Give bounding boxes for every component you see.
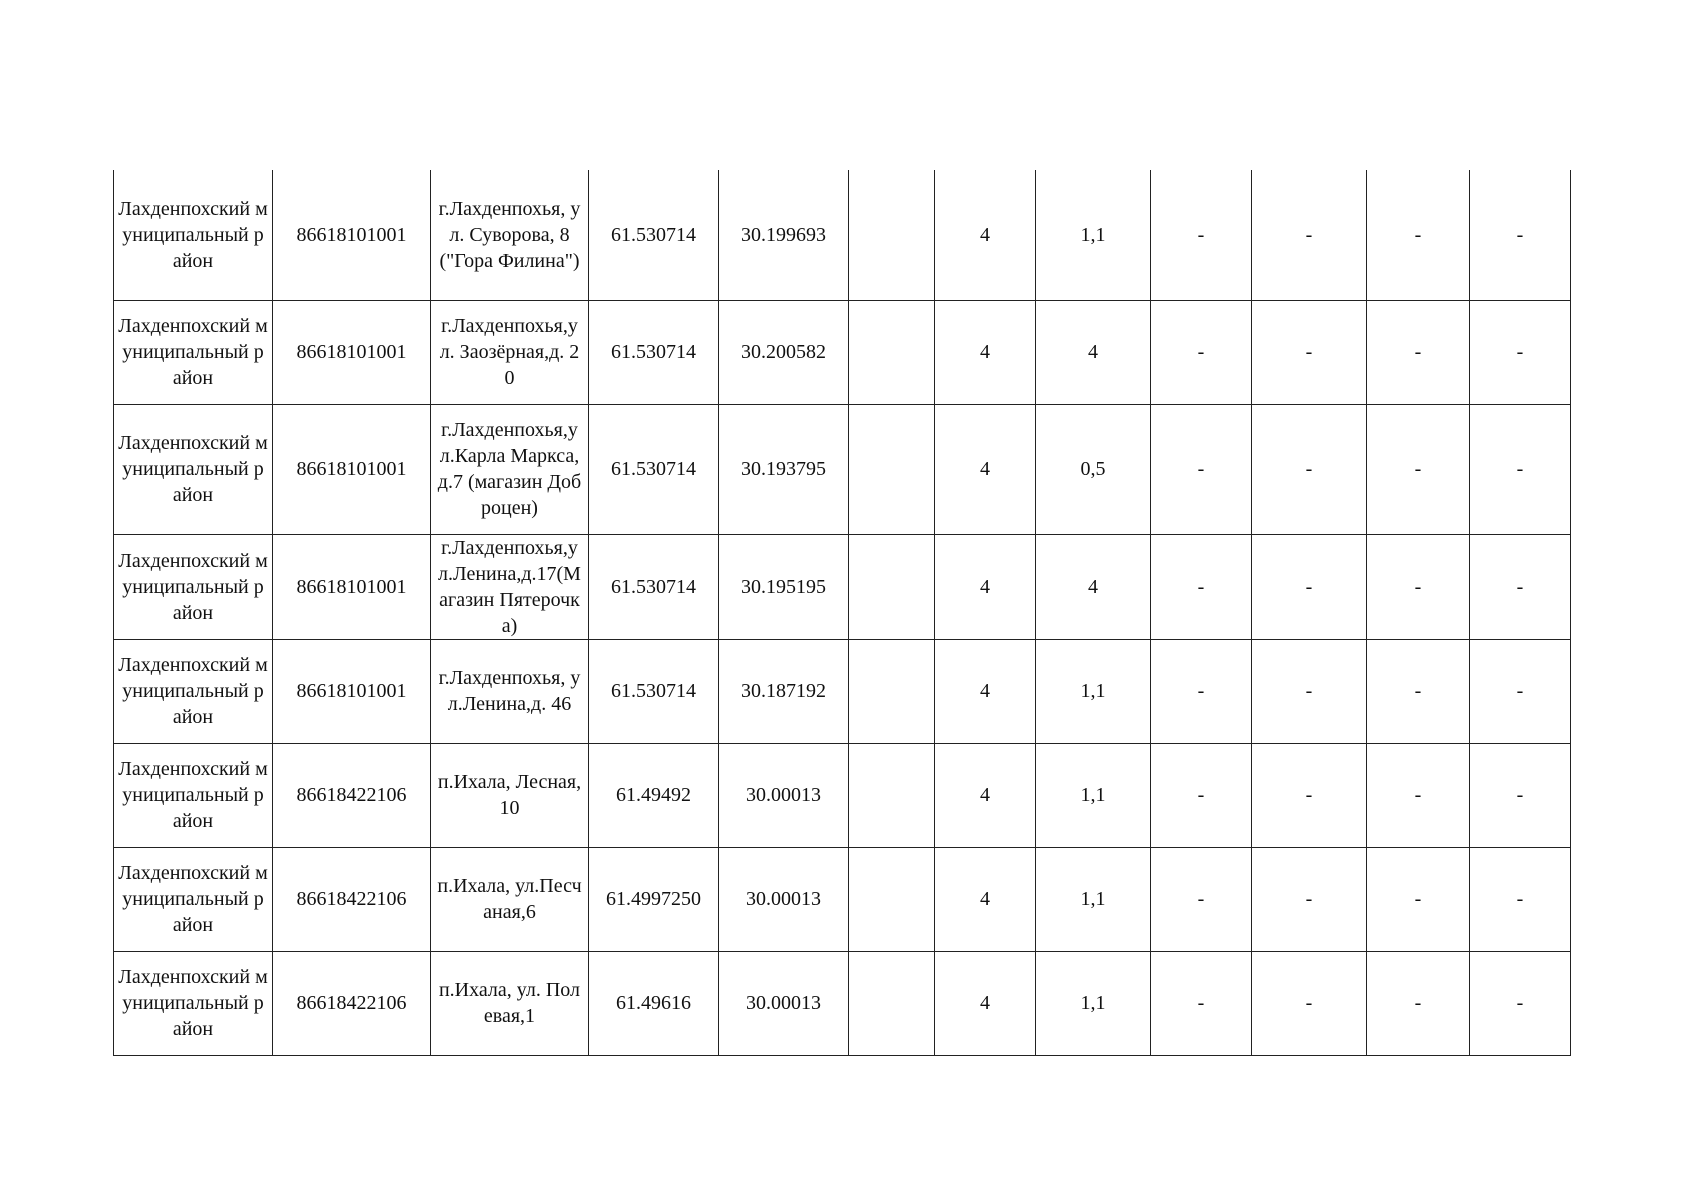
dash-cell: - <box>1151 300 1252 404</box>
empty-cell <box>849 639 935 743</box>
latitude-cell: 61.49616 <box>589 951 719 1055</box>
address-cell: г.Лахденпохья,ул.Карла Маркса, д.7 (магазин Доброцен) <box>431 404 589 534</box>
longitude-cell: 30.193795 <box>719 404 849 534</box>
oktmo-cell: 86618101001 <box>273 300 431 404</box>
address-cell: г.Лахденпохья, ул.Ленина,д. 46 <box>431 639 589 743</box>
dash-cell: - <box>1367 847 1470 951</box>
volume-cell: 4 <box>1036 300 1151 404</box>
dash-cell: - <box>1252 170 1367 300</box>
district-cell: Лахденпохский муниципальный район <box>114 170 273 300</box>
dash-cell: - <box>1470 170 1571 300</box>
dash-cell: - <box>1151 743 1252 847</box>
dash-cell: - <box>1470 534 1571 639</box>
table-row <box>114 951 1571 1055</box>
oktmo-cell: 86618422106 <box>273 847 431 951</box>
table-row <box>114 743 1571 847</box>
empty-cell <box>849 743 935 847</box>
latitude-cell: 61.530714 <box>589 404 719 534</box>
dash-cell: - <box>1252 300 1367 404</box>
dash-cell: - <box>1252 743 1367 847</box>
count-cell: 4 <box>935 534 1036 639</box>
latitude-cell: 61.530714 <box>589 300 719 404</box>
latitude-cell: 61.530714 <box>589 534 719 639</box>
oktmo-cell: 86618101001 <box>273 404 431 534</box>
dash-cell: - <box>1470 404 1571 534</box>
volume-cell: 1,1 <box>1036 639 1151 743</box>
count-cell: 4 <box>935 639 1036 743</box>
empty-cell <box>849 951 935 1055</box>
table-row <box>114 639 1571 743</box>
longitude-cell: 30.187192 <box>719 639 849 743</box>
dash-cell: - <box>1252 404 1367 534</box>
district-cell: Лахденпохский муниципальный район <box>114 743 273 847</box>
address-cell: п.Ихала, ул. Полевая,1 <box>431 951 589 1055</box>
dash-cell: - <box>1367 639 1470 743</box>
dash-cell: - <box>1151 404 1252 534</box>
count-cell: 4 <box>935 743 1036 847</box>
dash-cell: - <box>1252 951 1367 1055</box>
table-row <box>114 847 1571 951</box>
latitude-cell: 61.530714 <box>589 639 719 743</box>
oktmo-cell: 86618101001 <box>273 170 431 300</box>
dash-cell: - <box>1367 534 1470 639</box>
latitude-cell: 61.530714 <box>589 170 719 300</box>
district-cell: Лахденпохский муниципальный район <box>114 300 273 404</box>
count-cell: 4 <box>935 404 1036 534</box>
latitude-cell: 61.49492 <box>589 743 719 847</box>
longitude-cell: 30.00013 <box>719 951 849 1055</box>
dash-cell: - <box>1151 639 1252 743</box>
count-cell: 4 <box>935 847 1036 951</box>
count-cell: 4 <box>935 951 1036 1055</box>
longitude-cell: 30.00013 <box>719 743 849 847</box>
volume-cell: 0,5 <box>1036 404 1151 534</box>
dash-cell: - <box>1367 300 1470 404</box>
empty-cell <box>849 300 935 404</box>
count-cell: 4 <box>935 170 1036 300</box>
longitude-cell: 30.195195 <box>719 534 849 639</box>
dash-cell: - <box>1367 404 1470 534</box>
empty-cell <box>849 170 935 300</box>
dash-cell: - <box>1252 534 1367 639</box>
longitude-cell: 30.00013 <box>719 847 849 951</box>
table-row <box>114 404 1571 534</box>
dash-cell: - <box>1470 847 1571 951</box>
dash-cell: - <box>1470 743 1571 847</box>
oktmo-cell: 86618422106 <box>273 743 431 847</box>
volume-cell: 4 <box>1036 534 1151 639</box>
volume-cell: 1,1 <box>1036 170 1151 300</box>
dash-cell: - <box>1151 951 1252 1055</box>
dash-cell: - <box>1470 300 1571 404</box>
address-cell: г.Лахденпохья,ул. Заозёрная,д. 20 <box>431 300 589 404</box>
district-cell: Лахденпохский муниципальный район <box>114 639 273 743</box>
count-cell: 4 <box>935 300 1036 404</box>
oktmo-cell: 86618422106 <box>273 951 431 1055</box>
dash-cell: - <box>1151 534 1252 639</box>
district-cell: Лахденпохский муниципальный район <box>114 951 273 1055</box>
oktmo-cell: 86618101001 <box>273 534 431 639</box>
volume-cell: 1,1 <box>1036 847 1151 951</box>
longitude-cell: 30.199693 <box>719 170 849 300</box>
table-row <box>114 170 1571 300</box>
table-row <box>114 534 1571 639</box>
address-cell: п.Ихала, Лесная,10 <box>431 743 589 847</box>
district-cell: Лахденпохский муниципальный район <box>114 404 273 534</box>
table-row <box>114 300 1571 404</box>
district-cell: Лахденпохский муниципальный район <box>114 534 273 639</box>
oktmo-cell: 86618101001 <box>273 639 431 743</box>
dash-cell: - <box>1470 639 1571 743</box>
dash-cell: - <box>1151 847 1252 951</box>
dash-cell: - <box>1367 951 1470 1055</box>
empty-cell <box>849 847 935 951</box>
empty-cell <box>849 534 935 639</box>
dash-cell: - <box>1151 170 1252 300</box>
latitude-cell: 61.4997250 <box>589 847 719 951</box>
district-cell: Лахденпохский муниципальный район <box>114 847 273 951</box>
dash-cell: - <box>1367 170 1470 300</box>
dash-cell: - <box>1470 951 1571 1055</box>
volume-cell: 1,1 <box>1036 743 1151 847</box>
data-table <box>113 170 1571 1056</box>
address-cell: г.Лахденпохья, ул. Суворова, 8 ("Гора Филина") <box>431 170 589 300</box>
empty-cell <box>849 404 935 534</box>
address-cell: п.Ихала, ул.Песчаная,6 <box>431 847 589 951</box>
address-cell: г.Лахденпохья,ул.Ленина,д.17(Магазин Пятерочка) <box>431 534 589 639</box>
volume-cell: 1,1 <box>1036 951 1151 1055</box>
dash-cell: - <box>1252 847 1367 951</box>
dash-cell: - <box>1252 639 1367 743</box>
dash-cell: - <box>1367 743 1470 847</box>
longitude-cell: 30.200582 <box>719 300 849 404</box>
